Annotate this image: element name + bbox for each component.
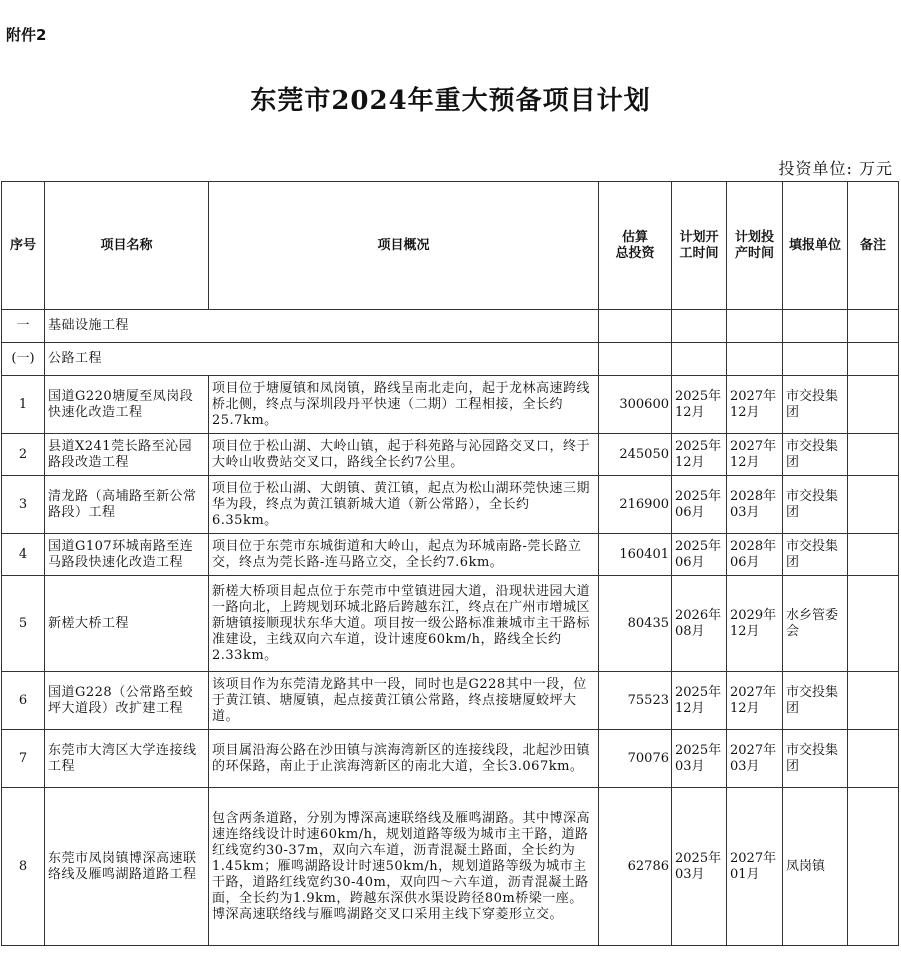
col-header-note: 备注 — [848, 182, 899, 310]
row-project-name: 国道G107环城南路至连马路段快速化改造工程 — [45, 534, 209, 576]
row-investment: 160401 — [599, 534, 672, 576]
row-finish-time: 2027年03月 — [727, 730, 783, 788]
col-header-finish: 计划投 产时间 — [727, 182, 783, 310]
row-project-name: 新槎大桥工程 — [45, 576, 209, 672]
row-finish-time: 2027年12月 — [727, 434, 783, 476]
col-header-invest: 估算 总投资 — [599, 182, 672, 310]
investment-unit: 投资单位: 万元 — [778, 159, 893, 178]
row-no: 1 — [2, 376, 45, 434]
row-finish-time: 2027年01月 — [727, 788, 783, 946]
row-finish-time: 2027年12月 — [727, 376, 783, 434]
row-investment: 216900 — [599, 476, 672, 534]
row-summary: 新槎大桥项目起点位于东莞市中堂镇进园大道，沿现状进园大道一路向北，上跨规划环城北路后跨越东江，终点在广州市增城区新塘镇接顺现状东华大道。项目按一级公路标准兼城市主干路标准建设，主线双向六车道，设计速度60km/h，路线全长约2.33km。 — [209, 576, 599, 672]
project-table — [1, 181, 899, 946]
row-no: 2 — [2, 434, 45, 476]
row-finish-time: 2027年12月 — [727, 672, 783, 730]
row-note — [848, 576, 899, 672]
row-start-time: 2025年12月 — [672, 672, 727, 730]
section-name: 公路工程 — [45, 343, 599, 376]
table-row — [2, 576, 899, 672]
col-header-no: 序号 — [2, 182, 45, 310]
row-no: 8 — [2, 788, 45, 946]
row-project-name: 东莞市大湾区大学连接线工程 — [45, 730, 209, 788]
row-note — [848, 672, 899, 730]
row-reporting-unit: 凤岗镇 — [783, 788, 848, 946]
table-row — [2, 476, 899, 534]
row-start-time: 2025年12月 — [672, 434, 727, 476]
table-row — [2, 434, 899, 476]
row-finish-time: 2029年12月 — [727, 576, 783, 672]
row-summary: 项目位于松山湖、大朗镇、黄江镇，起点为松山湖环莞快速三期华为段，终点为黄江镇新城大道（新公常路），全长约6.35km。 — [209, 476, 599, 534]
row-summary: 该项目作为东莞清龙路其中一段，同时也是G228其中一段，位于黄江镇、塘厦镇，起点接黄江镇公常路，终点接塘厦蛟坪大道。 — [209, 672, 599, 730]
section-name: 基础设施工程 — [45, 310, 599, 343]
row-note — [848, 376, 899, 434]
row-note — [848, 534, 899, 576]
row-investment: 62786 — [599, 788, 672, 946]
table-row — [2, 730, 899, 788]
row-reporting-unit: 市交投集团 — [783, 434, 848, 476]
row-reporting-unit: 市交投集团 — [783, 476, 848, 534]
row-reporting-unit: 市交投集团 — [783, 672, 848, 730]
row-investment: 300600 — [599, 376, 672, 434]
row-reporting-unit: 市交投集团 — [783, 376, 848, 434]
row-start-time: 2026年08月 — [672, 576, 727, 672]
row-note — [848, 434, 899, 476]
table-row — [2, 672, 899, 730]
row-no: 5 — [2, 576, 45, 672]
row-note — [848, 788, 899, 946]
row-finish-time: 2028年06月 — [727, 534, 783, 576]
page-title: 东莞市2024年重大预备项目计划 — [250, 86, 651, 116]
row-project-name: 县道X241莞长路至沁园路段改造工程 — [45, 434, 209, 476]
row-finish-time: 2028年03月 — [727, 476, 783, 534]
row-note — [848, 476, 899, 534]
row-reporting-unit: 市交投集团 — [783, 730, 848, 788]
row-note — [848, 730, 899, 788]
col-header-start: 计划开 工时间 — [672, 182, 727, 310]
table-row — [2, 376, 899, 434]
row-start-time: 2025年03月 — [672, 730, 727, 788]
row-reporting-unit: 水乡管委会 — [783, 576, 848, 672]
row-start-time: 2025年06月 — [672, 534, 727, 576]
row-start-time: 2025年12月 — [672, 376, 727, 434]
row-start-time: 2025年06月 — [672, 476, 727, 534]
row-project-name: 清龙路（高埔路至新公常路段）工程 — [45, 476, 209, 534]
section-no: 一 — [2, 310, 45, 343]
col-header-name: 项目名称 — [45, 182, 209, 310]
row-no: 4 — [2, 534, 45, 576]
row-summary: 包含两条道路，分别为博深高速联络线及雁鸣湖路。其中博深高速连络线设计时速60km/h，规划道路等级为城市主干路，道路红线宽约30-37m，双向六车道，沥青混凝土路面，全长约为1.45km；雁鸣湖路设计时速50km/h，规划道路等级为城市主干路，道路红线宽约30-40m，双向四～六车道，沥青混凝土路面，全长约为1.9km，跨越东深供水渠设跨径80m桥梁一座。博深高速联络线与雁鸣湖路交叉口采用主线下穿菱形立交。 — [209, 788, 599, 946]
row-reporting-unit: 市交投集团 — [783, 534, 848, 576]
col-header-summary: 项目概况 — [209, 182, 599, 310]
row-project-name: 国道G220塘厦至凤岗段快速化改造工程 — [45, 376, 209, 434]
row-investment: 75523 — [599, 672, 672, 730]
row-summary: 项目位于松山湖、大岭山镇，起于科苑路与沁园路交叉口，终于大岭山收费站交叉口，路线全长约7公里。 — [209, 434, 599, 476]
row-investment: 70076 — [599, 730, 672, 788]
attachment-label: 附件2 — [6, 26, 47, 44]
row-project-name: 国道G228（公常路至蛟坪大道段）改扩建工程 — [45, 672, 209, 730]
row-investment: 245050 — [599, 434, 672, 476]
section-row — [2, 310, 899, 343]
section-row — [2, 343, 899, 376]
row-summary: 项目位于塘厦镇和凤岗镇，路线呈南北走向，起于龙林高速跨线桥北侧，终点与深圳段丹平快速（二期）工程相接，全长约25.7km。 — [209, 376, 599, 434]
section-no: (一) — [2, 343, 45, 376]
row-investment: 80435 — [599, 576, 672, 672]
col-header-unit: 填报单位 — [783, 182, 848, 310]
table-row — [2, 534, 899, 576]
row-project-name: 东莞市凤岗镇博深高速联络线及雁鸣湖路道路工程 — [45, 788, 209, 946]
row-summary: 项目属沿海公路在沙田镇与滨海湾新区的连接线段，北起沙田镇的环保路，南止于止滨海湾新区的南北大道，全长3.067km。 — [209, 730, 599, 788]
table-row — [2, 788, 899, 946]
row-no: 7 — [2, 730, 45, 788]
row-no: 3 — [2, 476, 45, 534]
row-no: 6 — [2, 672, 45, 730]
table-header-row — [2, 182, 899, 310]
row-summary: 项目位于东莞市东城街道和大岭山，起点为环城南路-莞长路立交，终点为莞长路-连马路立交，全长约7.6km。 — [209, 534, 599, 576]
row-start-time: 2025年03月 — [672, 788, 727, 946]
